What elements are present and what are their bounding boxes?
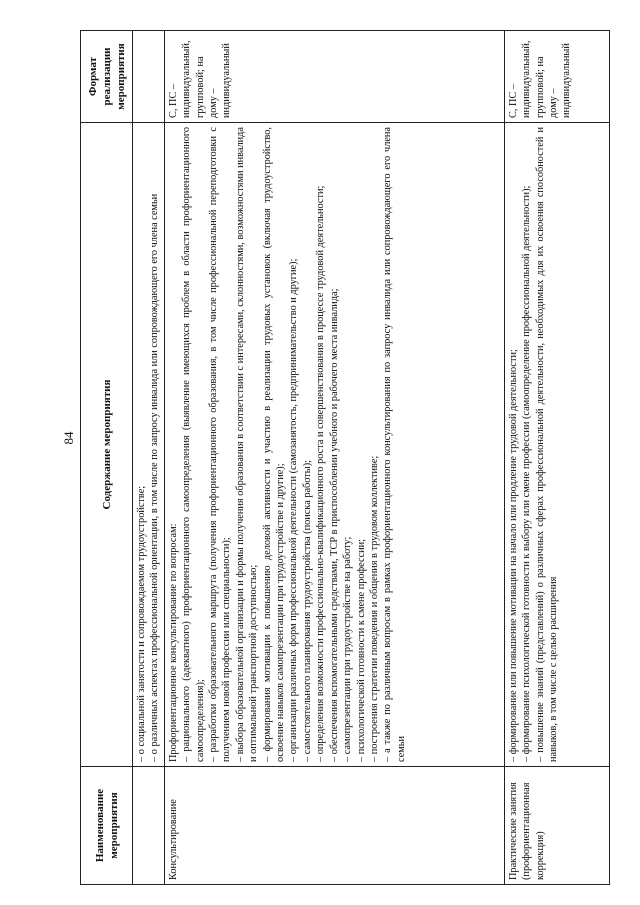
row-content: [133, 123, 165, 767]
row-name: Практические занятия (профориентационная коррекция): [504, 767, 609, 885]
content-line: – организации различных форм профессиональной деятельности (самозанятость, предпринимательство и другие);: [288, 258, 300, 762]
row-content: [164, 123, 504, 767]
table-row: [133, 31, 165, 885]
row-name: [133, 767, 165, 885]
content-line: – самопрезентации при трудоустройстве на работу;: [342, 536, 354, 762]
events-table: [80, 30, 610, 885]
content-line: – разработки образовательного маршрута (получения профориентационного образования, в том числе профессиональной переподготовки с получением новой профессии или специальности);: [208, 127, 233, 762]
row-format: С, ПС – индивидуальный, групповой; на дому – индивидуальный: [504, 31, 609, 123]
content-line: – построения стратегии поведения и общения в трудовом коллективе;: [368, 455, 380, 762]
content-line: Профориентационное консультирование по вопросам:: [167, 523, 179, 762]
content-line: – рационального (адекватного) профориентационного самоопределения (выявление имеющихся проблем в области профориентационного самоопределения);: [181, 127, 206, 762]
page-number: 84: [61, 431, 76, 445]
content-line: – о различных аспектах профессиональной ориентации, в том числе по запросу инвалида или сопровождающего его члена семьи: [149, 193, 161, 762]
row-format: [133, 31, 165, 123]
content-line: – самостоятельного планирования трудоустройства (поиска работы);: [301, 459, 313, 762]
table-header-row: [81, 31, 133, 885]
row-name: Консультирование: [164, 767, 504, 885]
header-format: Формат реализации мероприятия: [81, 31, 133, 123]
content-line: – психологической готовности к смене профессии;: [355, 538, 367, 762]
content-line: – обеспечения вспомогательными средствами, ТСР в приспособлении учебного и рабочего места инвалида;: [328, 288, 340, 762]
content-line: – формирования мотивации к повышению деловой активности и участию в реализации трудовых установок (включая трудоустройство, освоение навыков самопрезентации при трудоустройстве и другие);: [261, 127, 287, 762]
table-row: [504, 31, 609, 885]
content-line: – определения возможности профессионально-квалификационного роста и совершенствования в процессе трудовой деятельности;: [315, 185, 327, 762]
content-line: – выбора образовательной организации и формы получения образования в соответствии с интересами, склонностями, возможностями инвалида и оптимальной транспортной доступностью;: [234, 127, 260, 762]
row-format: С, ПС – индивидуальный, групповой; на дому – индивидуальный: [164, 31, 504, 123]
content-line: – о социальной занятости и сопровождаемом трудоустройстве;: [136, 485, 147, 762]
content-line: – формирование или повышение мотивации на начало или продление трудовой деятельности;: [507, 349, 519, 762]
header-content: Содержание мероприятия: [81, 123, 133, 767]
content-line: – а также по различным вопросам в рамках профориентационного консультирования по запросу инвалида или сопровождающего его члена семьи: [382, 127, 407, 762]
rotated-table-wrapper: [80, 30, 610, 885]
content-line: – повышение знаний (представлений) о различных сферах профессиональной деятельности, необходимых для их освоения способностей и навыков, в том числе с целью расширения: [534, 127, 560, 762]
row-content: [504, 123, 609, 767]
header-name: Наименование мероприятия: [81, 767, 133, 885]
table-row: [164, 31, 504, 885]
content-line: – формирование психологической готовности к выбору или смене профессии (самоопределение профессиональной деятельности);: [521, 185, 533, 762]
